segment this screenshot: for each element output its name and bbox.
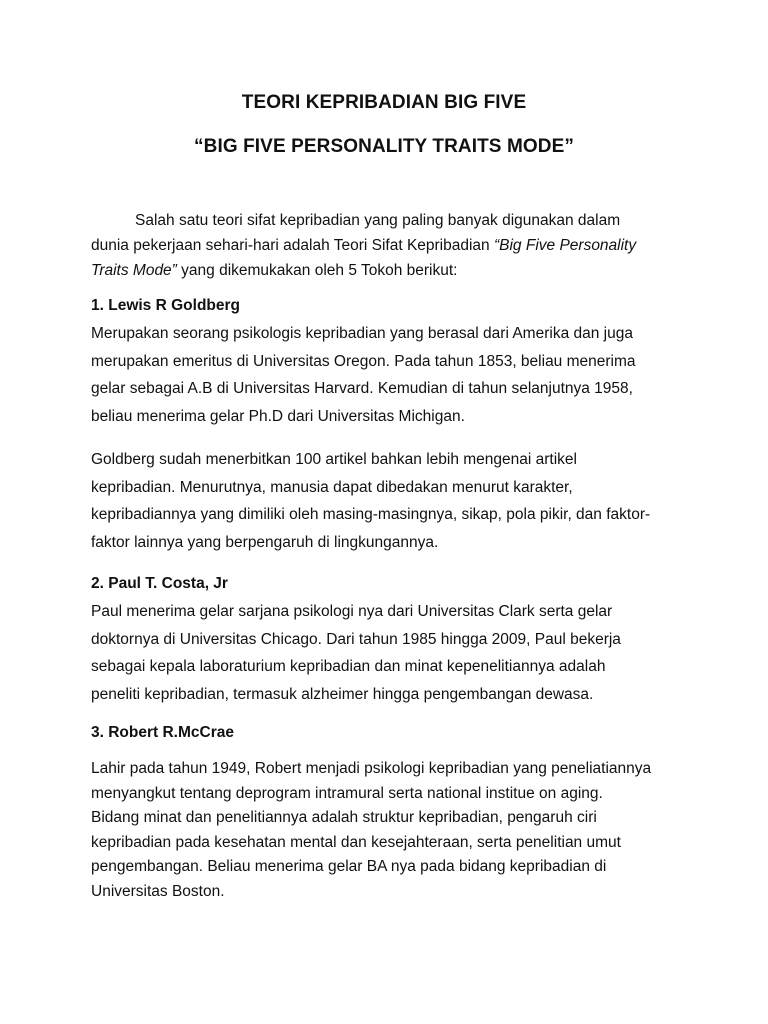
intro-italic-text: “Big Five Personality (493, 237, 637, 254)
goldberg-paragraph-2 (91, 446, 691, 556)
intro-text: dunia pekerjaan sehari-hari adalah Teori Sifat Kepribadian (91, 237, 494, 254)
intro-italic-text: Traits Mode” (91, 262, 177, 279)
paragraph-line: merupakan emeritus di Universitas Oregon. Pada tahun 1853, beliau menerima (91, 352, 636, 370)
section-heading-mccrae: 3. Robert R.McCrae (91, 724, 234, 741)
paragraph-line: kepribadian pada kesehatan mental dan kesejahteraan, serta penelitian umut (91, 833, 621, 851)
paragraph-line: peneliti kepribadian, termasuk alzheimer hingga pengembangan dewasa. (91, 685, 594, 703)
paragraph-line: sebagai kepala laboraturium kepribadian dan minat kepenelitiannya adalah (91, 658, 606, 675)
paragraph-line: pengembangan. Beliau menerima gelar BA nya pada bidang kepribadian di (91, 858, 607, 875)
section-heading-goldberg: 1. Lewis R Goldberg (91, 297, 240, 314)
paragraph-line: doktornya di Universitas Chicago. Dari tahun 1985 hingga 2009, Paul bekerja (91, 630, 621, 648)
paragraph-line: Universitas Boston. (91, 882, 225, 900)
paragraph-line: Goldberg sudah menerbitkan 100 artikel bahkan lebih mengenai artikel (91, 451, 577, 468)
paragraph-line: Lahir pada tahun 1949, Robert menjadi psikologi kepribadian yang peneliatiannya (91, 760, 652, 777)
paragraph-line: Paul menerima gelar sarjana psikologi nya dari Universitas Clark serta gelar (91, 603, 613, 620)
paragraph-line: gelar sebagai A.B di Universitas Harvard. Kemudian di tahun selanjutnya 1958, (91, 380, 633, 397)
paragraph-line: beliau menerima gelar Ph.D dari Universitas Michigan. (91, 407, 465, 425)
paragraph-line: Bidang minat dan penelitiannya adalah struktur kepribadian, pengaruh ciri (91, 809, 597, 826)
intro-line (91, 258, 691, 283)
paragraph-line: kepribadiannya yang dimiliki oleh masing-masingnya, sikap, pola pikir, dan faktor- (91, 506, 651, 523)
intro-line: Salah satu teori sifat kepribadian yang paling banyak digunakan dalam (135, 212, 621, 229)
goldberg-paragraph-1 (91, 320, 691, 430)
intro-text: yang dikemukakan oleh 5 Tokoh berikut: (176, 262, 458, 279)
mccrae-paragraph (91, 757, 691, 904)
paragraph-line: kepribadian. Menurutnya, manusia dapat dibedakan menurut karakter, (91, 478, 573, 496)
costa-paragraph (91, 598, 691, 708)
section-heading-costa: 2. Paul T. Costa, Jr (91, 575, 228, 592)
intro-paragraph (91, 208, 691, 283)
document-subtitle: “BIG FIVE PERSONALITY TRAITS MODE” (194, 136, 574, 157)
intro-line (91, 233, 691, 258)
paragraph-line: menyangkut tentang deprogram intramural serta national institue on aging. (91, 784, 603, 802)
paragraph-line: faktor lainnya yang berpengaruh di lingkungannya. (91, 533, 439, 551)
paragraph-line: Merupakan seorang psikologis kepribadian yang berasal dari Amerika dan juga (91, 325, 633, 342)
document-title: TEORI KEPRIBADIAN BIG FIVE (241, 92, 527, 113)
